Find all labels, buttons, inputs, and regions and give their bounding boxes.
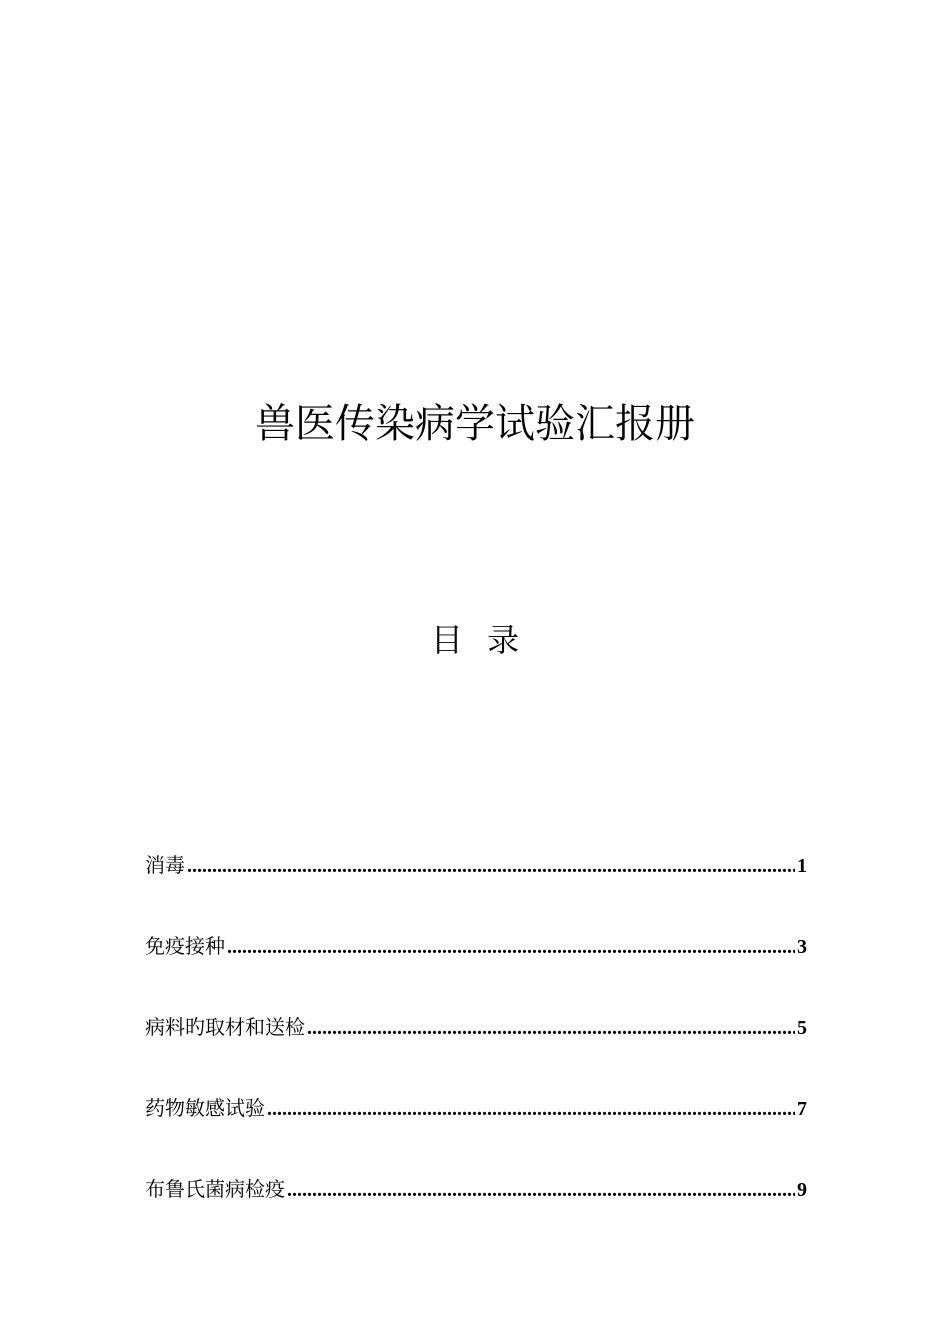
toc-dot-leader (287, 1173, 795, 1206)
toc-dot-leader (267, 1092, 795, 1125)
toc-entry-page-number: 7 (797, 1098, 807, 1120)
toc-entry-disinfection[interactable] (145, 848, 807, 882)
toc-entry-label: 病料旳取材和送检 (145, 1015, 305, 1039)
toc-dot-leader (187, 849, 795, 882)
toc-dot-leader (227, 930, 795, 963)
toc-entry-label: 免疫接种 (145, 934, 225, 958)
table-of-contents (145, 848, 807, 1253)
toc-dot-leader (307, 1011, 795, 1044)
toc-entry-label: 布鲁氏菌病检疫 (145, 1177, 285, 1201)
toc-entry-drug-sensitivity[interactable] (145, 1091, 807, 1125)
toc-entry-immunization[interactable] (145, 929, 807, 963)
toc-entry-sample-collection[interactable] (145, 1010, 807, 1044)
toc-entry-page-number: 9 (797, 1179, 807, 1201)
toc-heading: 目 录 (430, 621, 520, 659)
toc-entry-page-number: 1 (797, 855, 807, 877)
toc-entry-brucellosis-quarantine[interactable] (145, 1172, 807, 1206)
document-title: 兽医传染病学试验汇报册 (255, 401, 695, 447)
toc-entry-page-number: 5 (797, 1017, 807, 1039)
toc-entry-label: 消毒 (145, 853, 185, 877)
toc-entry-page-number: 3 (797, 936, 807, 958)
toc-entry-label: 药物敏感试验 (145, 1096, 265, 1120)
